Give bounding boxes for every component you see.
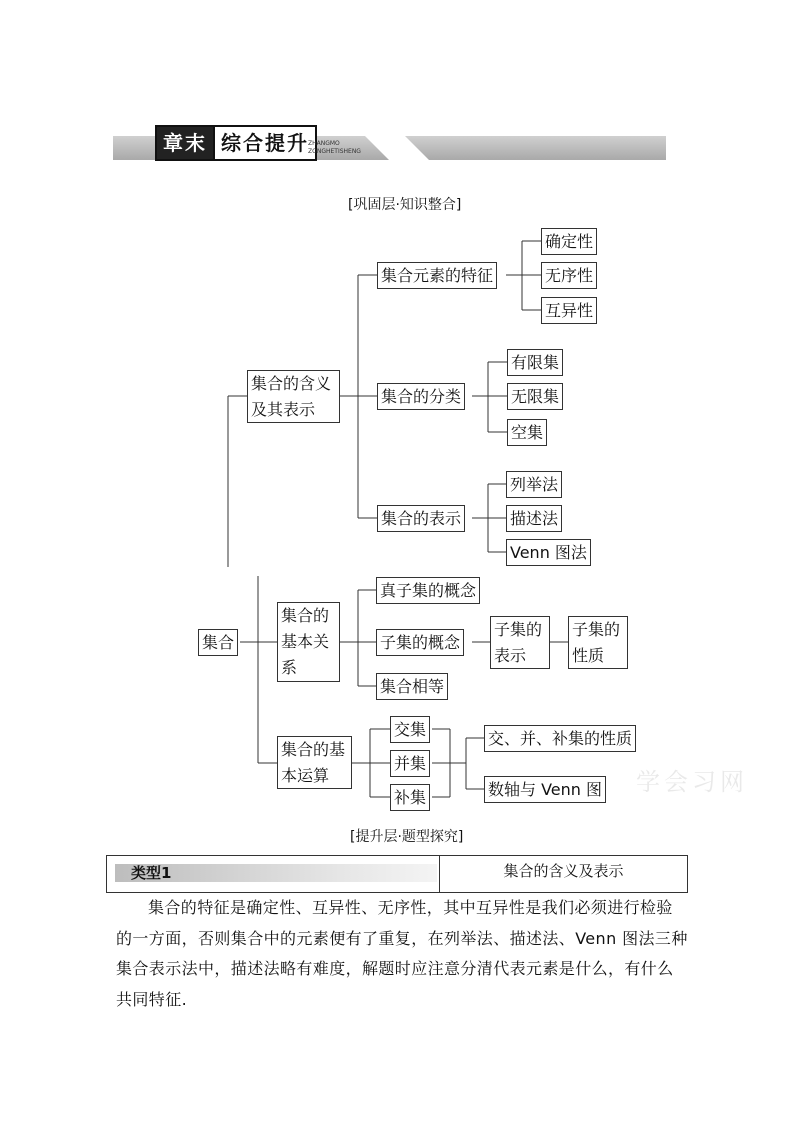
type-tag-cell bbox=[107, 856, 440, 892]
node-proper-subset: 真子集的概念 bbox=[376, 577, 480, 604]
type-tag-bar bbox=[115, 864, 437, 882]
node-represent-item: Venn 图法 bbox=[506, 539, 591, 566]
node-feature-item: 确定性 bbox=[541, 228, 597, 255]
node-axis-venn: 数轴与 Venn 图 bbox=[484, 776, 606, 803]
banner-pinyin-line2: ZONGHETISHENG bbox=[308, 148, 361, 155]
node-op: 补集 bbox=[390, 784, 430, 811]
body-paragraph: 集合的特征是确定性、互异性、无序性，其中互异性是我们必须进行检验的一方面，否则集合中的元素便有了重复，在列举法、描述法、Venn 图法三种集合表示法中，描述法略有难度，解题时应注意分清代表元素是什么，有什么共同特征. bbox=[116, 898, 688, 1009]
node-classify-item: 有限集 bbox=[507, 349, 563, 376]
node-classify-item: 空集 bbox=[507, 419, 547, 446]
node-represent: 集合的表示 bbox=[377, 505, 465, 532]
node-equal: 集合相等 bbox=[376, 673, 448, 700]
section-title-improve: [提升层·题型探究] bbox=[350, 829, 464, 845]
watermark: 学会习网 bbox=[636, 768, 748, 796]
node-subset-prop: 子集的性质 bbox=[568, 616, 628, 669]
node-op: 交集 bbox=[390, 716, 430, 743]
node-relation: 集合的基本关系 bbox=[277, 602, 340, 682]
node-feature-item: 无序性 bbox=[541, 262, 597, 289]
node-subset-repr: 子集的表示 bbox=[490, 616, 550, 669]
node-feature: 集合元素的特征 bbox=[377, 262, 497, 289]
banner-dark-text: 章末 bbox=[157, 127, 213, 159]
node-operation: 集合的基本运算 bbox=[277, 736, 352, 789]
section-title-consolidate: [巩固层·知识整合] bbox=[348, 197, 462, 213]
node-represent-item: 列举法 bbox=[506, 471, 562, 498]
type-title: 集合的含义及表示 bbox=[503, 862, 624, 880]
banner-light-text: 综合提升 bbox=[213, 127, 315, 159]
node-feature-item: 互异性 bbox=[541, 297, 597, 324]
node-op: 并集 bbox=[390, 750, 430, 777]
node-classify: 集合的分类 bbox=[377, 383, 465, 410]
banner-pinyin-line1: ZHANGMO bbox=[308, 140, 340, 147]
node-subset: 子集的概念 bbox=[376, 629, 464, 656]
type-tag-label: 类型1 bbox=[131, 864, 172, 882]
node-root: 集合 bbox=[198, 629, 238, 656]
type-header-table bbox=[106, 855, 688, 893]
node-represent-item: 描述法 bbox=[506, 505, 562, 532]
node-meaning: 集合的含义及其表示 bbox=[247, 370, 340, 423]
node-op-props: 交、并、补集的性质 bbox=[484, 725, 636, 752]
node-classify-item: 无限集 bbox=[507, 383, 563, 410]
